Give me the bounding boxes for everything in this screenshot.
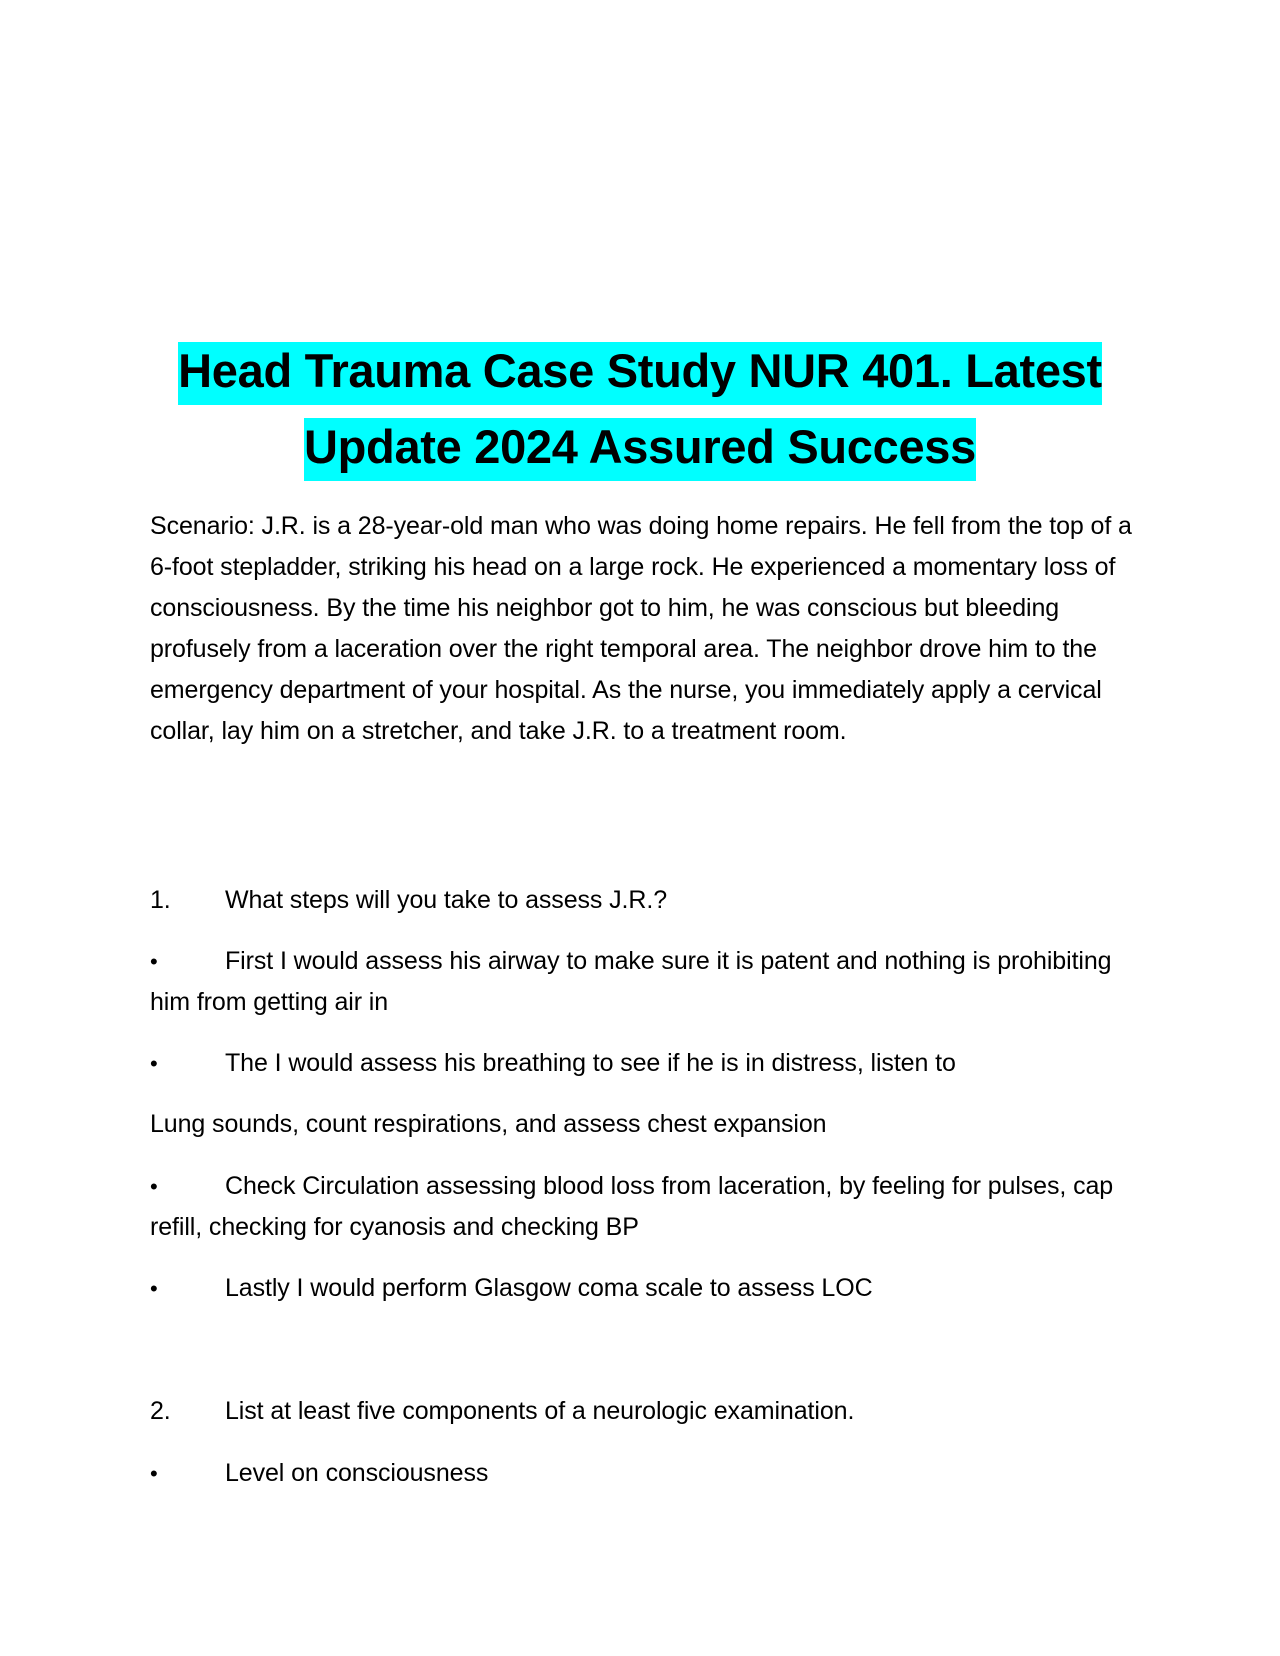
bullet-icon: •	[150, 1174, 158, 1199]
scenario-paragraph: Scenario: J.R. is a 28-year-old man who was doing home repairs. He fell from the top of a 6-foot stepladder, striking his head on a large rock. He experienced a momentary loss of consciousness. By the time his neighbor got to him, he was conscious but bleeding profusely from a laceration over the right temporal area. The neighbor drove him to the emergency department of your hospital. As the nurse, you immediately apply a cervical collar, lay him on a stretcher, and take J.R. to a treatment room.	[150, 512, 1132, 745]
q1-bullet-4	[150, 1268, 1150, 1309]
question-1	[150, 880, 1150, 921]
q1-bullet-1	[150, 941, 1150, 1023]
bullet-icon: •	[150, 1461, 158, 1486]
q1-bullet-2	[150, 1043, 1150, 1084]
bullet-icon: •	[150, 1276, 158, 1301]
document-title	[100, 333, 1180, 485]
q2-bullet-1	[150, 1453, 1150, 1494]
question-2	[150, 1391, 1150, 1432]
title-line-1: Head Trauma Case Study NUR 401. Latest	[178, 342, 1102, 405]
q1-bullet-3-text: Check Circulation assessing blood loss from laceration, by feeling for pulses, cap refill, checking for cyanosis and checking BP	[150, 1172, 1114, 1241]
bullet-icon: •	[150, 1051, 158, 1076]
q1-bullet-4-text: Lastly I would perform Glasgow coma scale to assess LOC	[225, 1274, 873, 1302]
q1-bullet-2-continuation: Lung sounds, count respirations, and assess chest expansion	[150, 1110, 827, 1138]
question-1-number: 1.	[150, 886, 171, 914]
q1-bullet-3	[150, 1166, 1150, 1248]
question-1-text: What steps will you take to assess J.R.?	[225, 886, 668, 914]
title-line-2: Update 2024 Assured Success	[304, 418, 976, 481]
q1-bullet-2-text: The I would assess his breathing to see if he is in distress, listen to	[225, 1049, 956, 1077]
question-2-text: List at least five components of a neurologic examination.	[225, 1397, 855, 1425]
question-2-number: 2.	[150, 1397, 171, 1425]
q1-bullet-1-text: First I would assess his airway to make sure it is patent and nothing is prohibiting him from getting air in	[150, 947, 1112, 1016]
bullet-icon: •	[150, 949, 158, 974]
q2-bullet-1-text: Level on consciousness	[225, 1459, 489, 1487]
